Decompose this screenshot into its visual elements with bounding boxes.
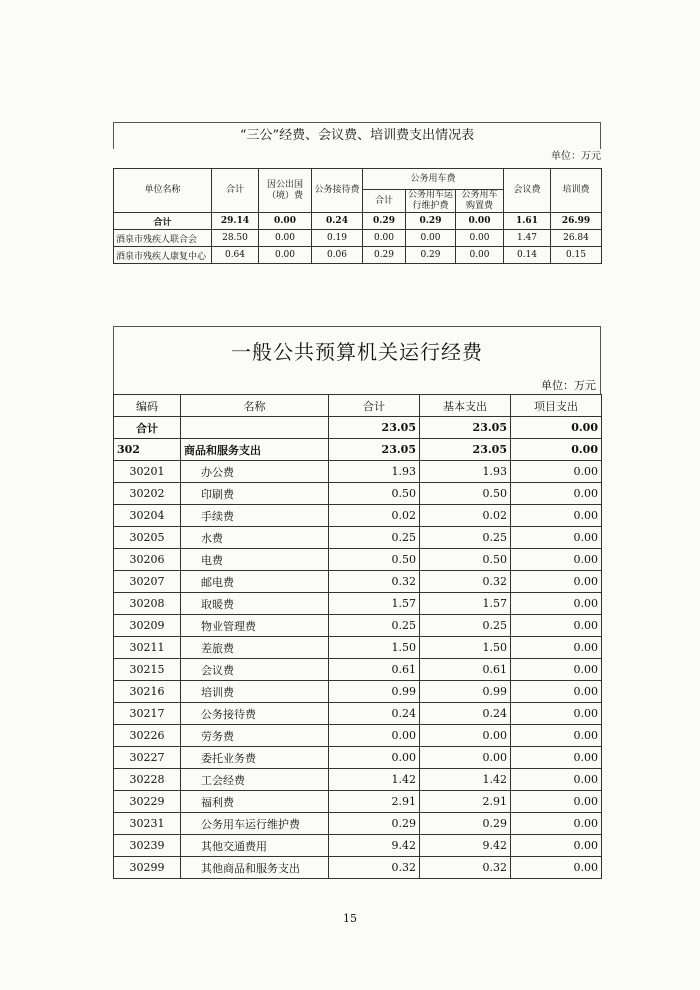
table2-cell-project: 0.00: [511, 483, 602, 505]
table2-cell-project: 0.00: [511, 417, 602, 439]
table1-unit: 单位：万元: [551, 151, 601, 162]
table2-cell-project: 0.00: [511, 439, 602, 461]
table2-cell-project: 0.00: [511, 505, 602, 527]
table2-cell-code: 30226: [114, 725, 181, 747]
table1-cell-total: 0.64: [212, 247, 259, 264]
table1-cell-vtotal: 0.29: [363, 213, 406, 230]
table1: [113, 168, 602, 264]
table2-cell-project: 0.00: [511, 747, 602, 769]
table2-cell-project: 0.00: [511, 857, 602, 879]
table2-cell-code: 30231: [114, 813, 181, 835]
table2-cell-name: 委托业务费: [181, 747, 329, 769]
table2-row: [114, 527, 602, 549]
page-number: 15: [343, 912, 357, 925]
table2-cell-project: 0.00: [511, 835, 602, 857]
table2-cell-name: [181, 417, 329, 439]
table2-cell-total: 0.25: [329, 527, 420, 549]
table2-cell-name: 电费: [181, 549, 329, 571]
table2-cell-total: 1.42: [329, 769, 420, 791]
table2-cell-basic: 1.57: [420, 593, 511, 615]
table2-cell-name: 其他交通费用: [181, 835, 329, 857]
table2-cell-total: 23.05: [329, 417, 420, 439]
table2-cell-total: 0.50: [329, 549, 420, 571]
table1-cell-training: 26.84: [551, 230, 602, 247]
table2-cell-total: 0.24: [329, 703, 420, 725]
table2-cell-project: 0.00: [511, 593, 602, 615]
table1-header-vehicle-group: 公务用车费: [363, 169, 504, 190]
table1-row: [114, 247, 602, 264]
table2-cell-basic: 0.24: [420, 703, 511, 725]
table2-cell-name: 公务接待费: [181, 703, 329, 725]
table2-cell-project: 0.00: [511, 461, 602, 483]
table2-cell-basic: 0.29: [420, 813, 511, 835]
three-public-expenses-table-section: [113, 122, 601, 262]
table2-cell-project: 0.00: [511, 659, 602, 681]
table2-header-total: 合计: [329, 395, 420, 417]
table1-header-abroad: 因公出国（境）费: [259, 169, 312, 213]
table2-cell-code: 30229: [114, 791, 181, 813]
table2-cell-project: 0.00: [511, 549, 602, 571]
table1-cell-total: 28.50: [212, 230, 259, 247]
table2-row: [114, 769, 602, 791]
table2-cell-basic: 1.50: [420, 637, 511, 659]
table2-cell-total: 1.93: [329, 461, 420, 483]
table1-cell-vbuy: 0.00: [456, 247, 504, 264]
table2-cell-project: 0.00: [511, 769, 602, 791]
table2-title: 一般公共预算机关运行经费: [113, 326, 601, 377]
table2-cell-basic: 0.50: [420, 483, 511, 505]
table2-cell-name: 印刷费: [181, 483, 329, 505]
table2-cell-code: 30206: [114, 549, 181, 571]
table2-cell-name: 物业管理费: [181, 615, 329, 637]
table1-header-training: 培训费: [551, 169, 602, 213]
table2-row: [114, 791, 602, 813]
table2-cell-name: 工会经费: [181, 769, 329, 791]
table2-cell-code: 30216: [114, 681, 181, 703]
table2-cell-name: 差旅费: [181, 637, 329, 659]
table1-row: [114, 230, 602, 247]
table2-cell-basic: 23.05: [420, 417, 511, 439]
table2-cell-total: 0.02: [329, 505, 420, 527]
table2-cell-total: 0.00: [329, 725, 420, 747]
table2-row: [114, 615, 602, 637]
table1-cell-meeting: 1.61: [504, 213, 551, 230]
table2-cell-project: 0.00: [511, 637, 602, 659]
table2-row: [114, 637, 602, 659]
table2-cell-total: 0.61: [329, 659, 420, 681]
table2-cell-name: 办公费: [181, 461, 329, 483]
table1-cell-vbuy: 0.00: [456, 213, 504, 230]
table1-header-meeting: 会议费: [504, 169, 551, 213]
table2-cell-code: 30208: [114, 593, 181, 615]
table2-cell-name: 手续费: [181, 505, 329, 527]
table2-row: [114, 681, 602, 703]
table2-cell-total: 0.25: [329, 615, 420, 637]
table1-header-vehicle-run: 公务用车运行维护费: [406, 190, 456, 213]
table2-cell-project: 0.00: [511, 681, 602, 703]
table2: [113, 394, 602, 879]
table1-cell-total: 29.14: [212, 213, 259, 230]
table1-cell-vtotal: 0.00: [363, 230, 406, 247]
table2-cell-name: 水费: [181, 527, 329, 549]
table2-cell-basic: 0.32: [420, 571, 511, 593]
table1-cell-training: 0.15: [551, 247, 602, 264]
table1-header-vehicle-total: 合计: [363, 190, 406, 213]
table1-cell-meeting: 0.14: [504, 247, 551, 264]
table2-row: [114, 483, 602, 505]
table2-cell-name: 公务用车运行维护费: [181, 813, 329, 835]
table1-cell-vrun: 0.29: [406, 213, 456, 230]
table2-row: [114, 725, 602, 747]
table2-header-project: 项目支出: [511, 395, 602, 417]
table2-row: [114, 659, 602, 681]
table2-cell-code: 30299: [114, 857, 181, 879]
table2-cell-total: 1.50: [329, 637, 420, 659]
table2-cell-total: 0.50: [329, 483, 420, 505]
table2-header-basic: 基本支出: [420, 395, 511, 417]
table1-cell-abroad: 0.00: [259, 247, 312, 264]
table1-header-total: 合计: [212, 169, 259, 213]
general-budget-operating-expenses-section: [113, 326, 601, 879]
table1-cell-reception: 0.19: [312, 230, 363, 247]
table2-row: [114, 461, 602, 483]
table2-cell-name: 会议费: [181, 659, 329, 681]
table2-cell-total: 23.05: [329, 439, 420, 461]
table1-cell-name: 合计: [114, 213, 212, 230]
table2-row: [114, 703, 602, 725]
table2-cell-code: 30215: [114, 659, 181, 681]
table2-cell-total: 0.32: [329, 857, 420, 879]
table2-row: [114, 571, 602, 593]
table2-row: [114, 505, 602, 527]
table2-cell-code: 302: [114, 439, 181, 461]
table2-row: [114, 549, 602, 571]
table1-cell-vbuy: 0.00: [456, 230, 504, 247]
table1-header-unit-name: 单位名称: [114, 169, 212, 213]
table2-cell-code: 30204: [114, 505, 181, 527]
table2-cell-total: 0.99: [329, 681, 420, 703]
table1-cell-name: 酒泉市残疾人联合会: [114, 230, 212, 247]
table2-cell-basic: 0.00: [420, 747, 511, 769]
table2-cell-name: 福利费: [181, 791, 329, 813]
table2-cell-name: 劳务费: [181, 725, 329, 747]
table2-cell-basic: 23.05: [420, 439, 511, 461]
table2-cell-basic: 0.50: [420, 549, 511, 571]
table2-row: [114, 747, 602, 769]
table2-cell-name: 邮电费: [181, 571, 329, 593]
table2-unit: 单位：万元: [113, 377, 601, 394]
table2-cell-basic: 0.99: [420, 681, 511, 703]
table2-cell-name: 培训费: [181, 681, 329, 703]
table2-cell-name: 商品和服务支出: [181, 439, 329, 461]
table2-cell-project: 0.00: [511, 725, 602, 747]
table2-cell-code: 合计: [114, 417, 181, 439]
table1-header-vehicle-buy: 公务用车购置费: [456, 190, 504, 213]
table1-cell-meeting: 1.47: [504, 230, 551, 247]
table2-cell-total: 0.32: [329, 571, 420, 593]
table1-cell-vtotal: 0.29: [363, 247, 406, 264]
table2-cell-basic: 0.25: [420, 615, 511, 637]
table2-cell-code: 30227: [114, 747, 181, 769]
table2-cell-total: 9.42: [329, 835, 420, 857]
table2-cell-code: 30207: [114, 571, 181, 593]
table2-cell-total: 0.00: [329, 747, 420, 769]
table2-cell-project: 0.00: [511, 703, 602, 725]
table1-cell-abroad: 0.00: [259, 230, 312, 247]
table1-cell-reception: 0.06: [312, 247, 363, 264]
table2-row: [114, 813, 602, 835]
table1-cell-abroad: 0.00: [259, 213, 312, 230]
table1-total-row: [114, 213, 602, 230]
table2-cell-total: 1.57: [329, 593, 420, 615]
table1-cell-vrun: 0.00: [406, 230, 456, 247]
table2-cell-code: 30205: [114, 527, 181, 549]
table2-cell-code: 30217: [114, 703, 181, 725]
table2-cell-project: 0.00: [511, 791, 602, 813]
table2-cell-basic: 0.25: [420, 527, 511, 549]
table2-cell-basic: 0.61: [420, 659, 511, 681]
table2-cell-name: 其他商品和服务支出: [181, 857, 329, 879]
table2-cell-name: 取暖费: [181, 593, 329, 615]
table2-cell-basic: 0.00: [420, 725, 511, 747]
table2-cell-code: 30228: [114, 769, 181, 791]
table2-cell-basic: 0.32: [420, 857, 511, 879]
table2-row: [114, 835, 602, 857]
table1-cell-training: 26.99: [551, 213, 602, 230]
table1-title: “三公”经费、会议费、培训费支出情况表: [113, 122, 601, 149]
table2-row: [114, 439, 602, 461]
table2-cell-project: 0.00: [511, 527, 602, 549]
table2-cell-total: 0.29: [329, 813, 420, 835]
table2-cell-basic: 9.42: [420, 835, 511, 857]
table1-cell-name: 酒泉市残疾人康复中心: [114, 247, 212, 264]
table2-cell-basic: 1.93: [420, 461, 511, 483]
table2-cell-total: 2.91: [329, 791, 420, 813]
table2-header-code: 编码: [114, 395, 181, 417]
table2-row: [114, 857, 602, 879]
table2-cell-code: 30202: [114, 483, 181, 505]
table2-cell-code: 30201: [114, 461, 181, 483]
table2-cell-project: 0.00: [511, 813, 602, 835]
table2-cell-basic: 0.02: [420, 505, 511, 527]
table2-cell-code: 30209: [114, 615, 181, 637]
table2-cell-code: 30211: [114, 637, 181, 659]
table1-cell-reception: 0.24: [312, 213, 363, 230]
table2-row: [114, 417, 602, 439]
table2-cell-basic: 2.91: [420, 791, 511, 813]
table2-header-name: 名称: [181, 395, 329, 417]
table2-cell-code: 30239: [114, 835, 181, 857]
table1-header-reception: 公务接待费: [312, 169, 363, 213]
table1-cell-vrun: 0.29: [406, 247, 456, 264]
table2-row: [114, 593, 602, 615]
table2-cell-basic: 1.42: [420, 769, 511, 791]
table2-cell-project: 0.00: [511, 615, 602, 637]
table2-cell-project: 0.00: [511, 571, 602, 593]
